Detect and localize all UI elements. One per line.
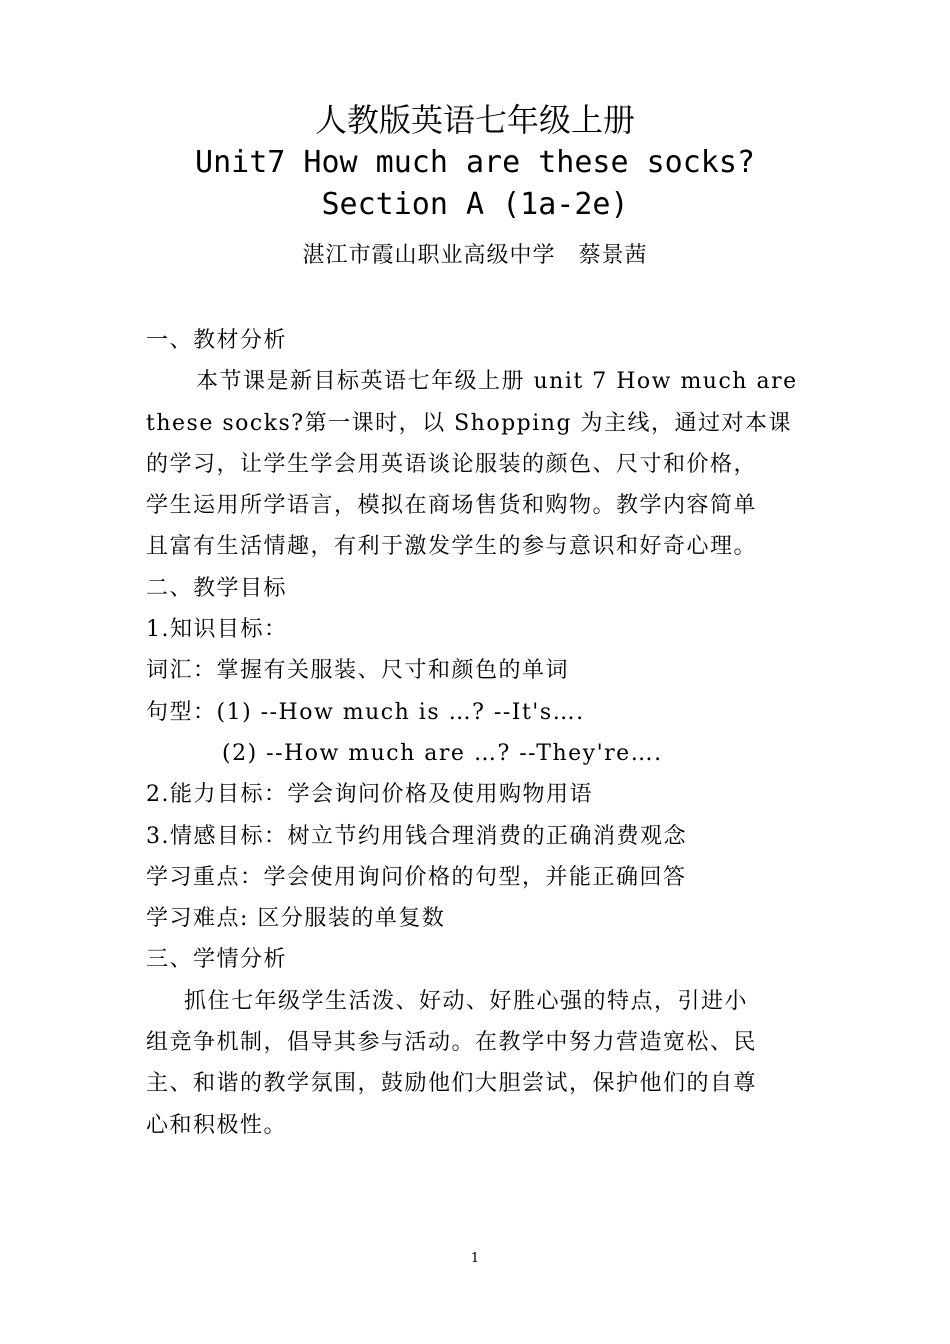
document-title: [0, 98, 950, 226]
emotion-objective: 3.情感目标：树立节约用钱合理消费的正确消费观念: [146, 823, 687, 849]
paragraph-line: 本节课是新目标英语七年级上册 unit 7 How much are: [196, 369, 798, 395]
key-point: 学习重点：学会使用询问价格的句型，并能正确回答: [146, 864, 687, 890]
paragraph-line: 主、和谐的教学氛围，鼓励他们大胆尝试，保护他们的自尊: [146, 1071, 758, 1097]
subheading-knowledge: 1.知识目标：: [146, 617, 288, 643]
title-line-1: 人教版英语七年级上册: [314, 101, 635, 139]
paragraph-line: 且富有生活情趣，有利于激发学生的参与意识和好奇心理。: [146, 534, 758, 560]
sentence-pattern-2: (2) --How much are …? --They're….: [222, 740, 663, 766]
ability-objective: 2.能力目标：学会询问价格及使用购物用语: [146, 782, 593, 808]
vocabulary-line: 词汇：掌握有关服装、尺寸和颜色的单词: [146, 658, 570, 684]
title-line-3: Section A (1a-2e): [321, 187, 629, 222]
document-body: [146, 320, 810, 1146]
paragraph-line: 学生运用所学语言，模拟在商场售货和购物。教学内容简单: [146, 493, 758, 519]
section-heading-material: 一、教材分析: [146, 328, 288, 353]
section-heading-students: 三、学情分析: [146, 947, 288, 973]
paragraph-line: 心和积极性。: [146, 1112, 288, 1138]
paragraph-line: 抓住七年级学生活泼、好动、好胜心强的特点，引进小: [184, 988, 749, 1014]
paragraph-line: these socks?第一课时，以 Shopping 为主线，通过对本课: [146, 410, 793, 436]
paragraph-line: 组竞争机制，倡导其参与活动。在教学中努力营造宽松、民: [146, 1030, 758, 1056]
page-number: 1: [470, 1251, 480, 1266]
section-heading-objectives: 二、教学目标: [146, 575, 288, 601]
difficult-point: 学习难点: 区分服装的单复数: [146, 906, 446, 932]
paragraph-line: 的学习，让学生学会用英语谈论服装的颜色、尺寸和价格，: [146, 451, 758, 477]
sentence-pattern-1: 句型：(1) --How much is …? --It's….: [146, 699, 585, 725]
author-line: 湛江市霞山职业高级中学 蔡景茜: [302, 243, 648, 268]
title-line-2: Unit7 How much are these socks?: [195, 145, 755, 180]
